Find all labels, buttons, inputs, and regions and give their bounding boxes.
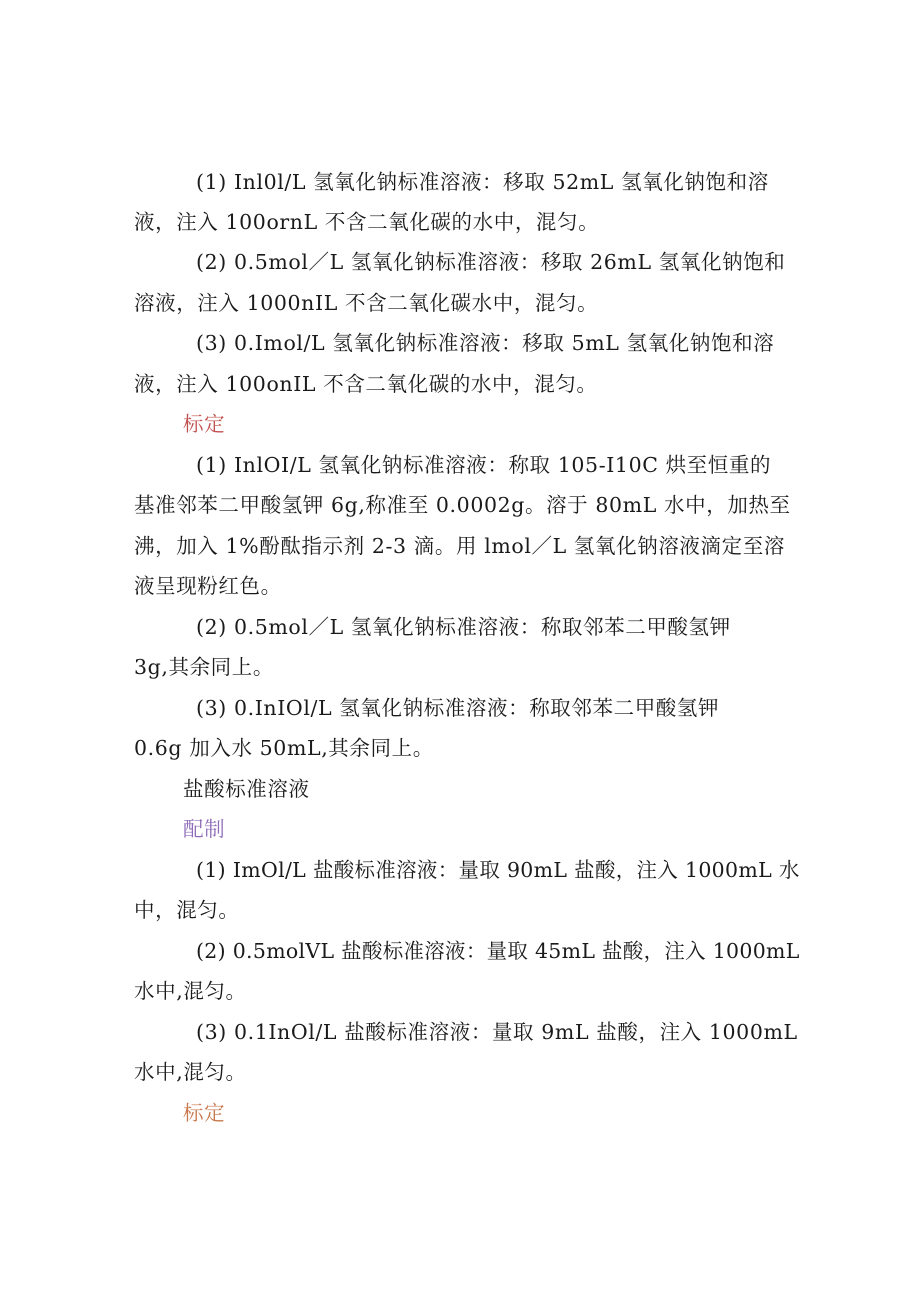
naoh-prep-item-3: (3) 0.Imol/L 氢氧化钠标准溶液：移取 5mL 氢氧化钠饱和溶 — [196, 331, 775, 355]
hcl-prep-item-2-cont: 水中,混匀。 — [134, 979, 247, 1003]
naoh-prep-item-2: (2) 0.5mol／L 氢氧化钠标准溶液：移取 26mL 氢氧化钠饱和 — [196, 250, 786, 274]
naoh-prep-item-1: (1) Inl0l/L 氢氧化钠标准溶液：移取 52mL 氢氧化钠饱和溶 — [196, 170, 769, 194]
heading-calibration-naoh: 标定 — [183, 412, 226, 436]
naoh-cal-item-1-cont-1: 基准邻苯二甲酸氢钾 6g,称准至 0.0002g。溶于 80mL 水中，加热至 — [134, 493, 791, 517]
naoh-prep-item-3-cont: 液，注入 100onIL 不含二氧化碳的水中，混匀。 — [134, 372, 598, 396]
hcl-prep-item-2: (2) 0.5molVL 盐酸标准溶液：量取 45mL 盐酸，注入 1000mL — [196, 939, 800, 963]
naoh-cal-item-2: (2) 0.5mol／L 氢氧化钠标准溶液：称取邻苯二甲酸氢钾 — [196, 615, 731, 639]
naoh-cal-item-1-cont-3: 液呈现粉红色。 — [134, 574, 282, 598]
naoh-cal-item-3-cont: 0.6g 加入水 50mL,其余同上。 — [134, 736, 434, 760]
naoh-cal-item-1: (1) InlOI/L 氢氧化钠标准溶液：称取 105-I10C 烘至恒重的 — [196, 453, 772, 477]
heading-calibration-hcl: 标定 — [183, 1101, 226, 1125]
naoh-prep-item-2-cont: 溶液，注入 1000nIL 不含二氧化碳水中，混匀。 — [134, 291, 599, 315]
hcl-prep-item-3: (3) 0.1InOl/L 盐酸标准溶液：量取 9mL 盐酸，注入 1000mL — [196, 1020, 798, 1044]
naoh-cal-item-2-cont: 3g,其余同上。 — [134, 655, 274, 679]
naoh-prep-item-1-cont: 液，注入 100ornL 不含二氧化碳的水中，混匀。 — [134, 210, 600, 234]
hcl-prep-item-1: (1) ImOl/L 盐酸标准溶液：量取 90mL 盐酸，注入 1000mL 水 — [196, 858, 800, 882]
hcl-prep-item-1-cont: 中，混匀。 — [134, 898, 240, 922]
heading-hcl-standard: 盐酸标准溶液 — [183, 777, 310, 801]
naoh-cal-item-1-cont-2: 沸，加入 1%酚酞指示剂 2-3 滴。用 lmol／L 氢氧化钠溶液滴定至溶 — [134, 534, 785, 558]
hcl-prep-item-3-cont: 水中,混匀。 — [134, 1060, 247, 1084]
naoh-cal-item-3: (3) 0.InIOl/L 氢氧化钠标准溶液：称取邻苯二甲酸氢钾 — [196, 696, 720, 720]
heading-preparation-hcl: 配制 — [183, 817, 226, 841]
